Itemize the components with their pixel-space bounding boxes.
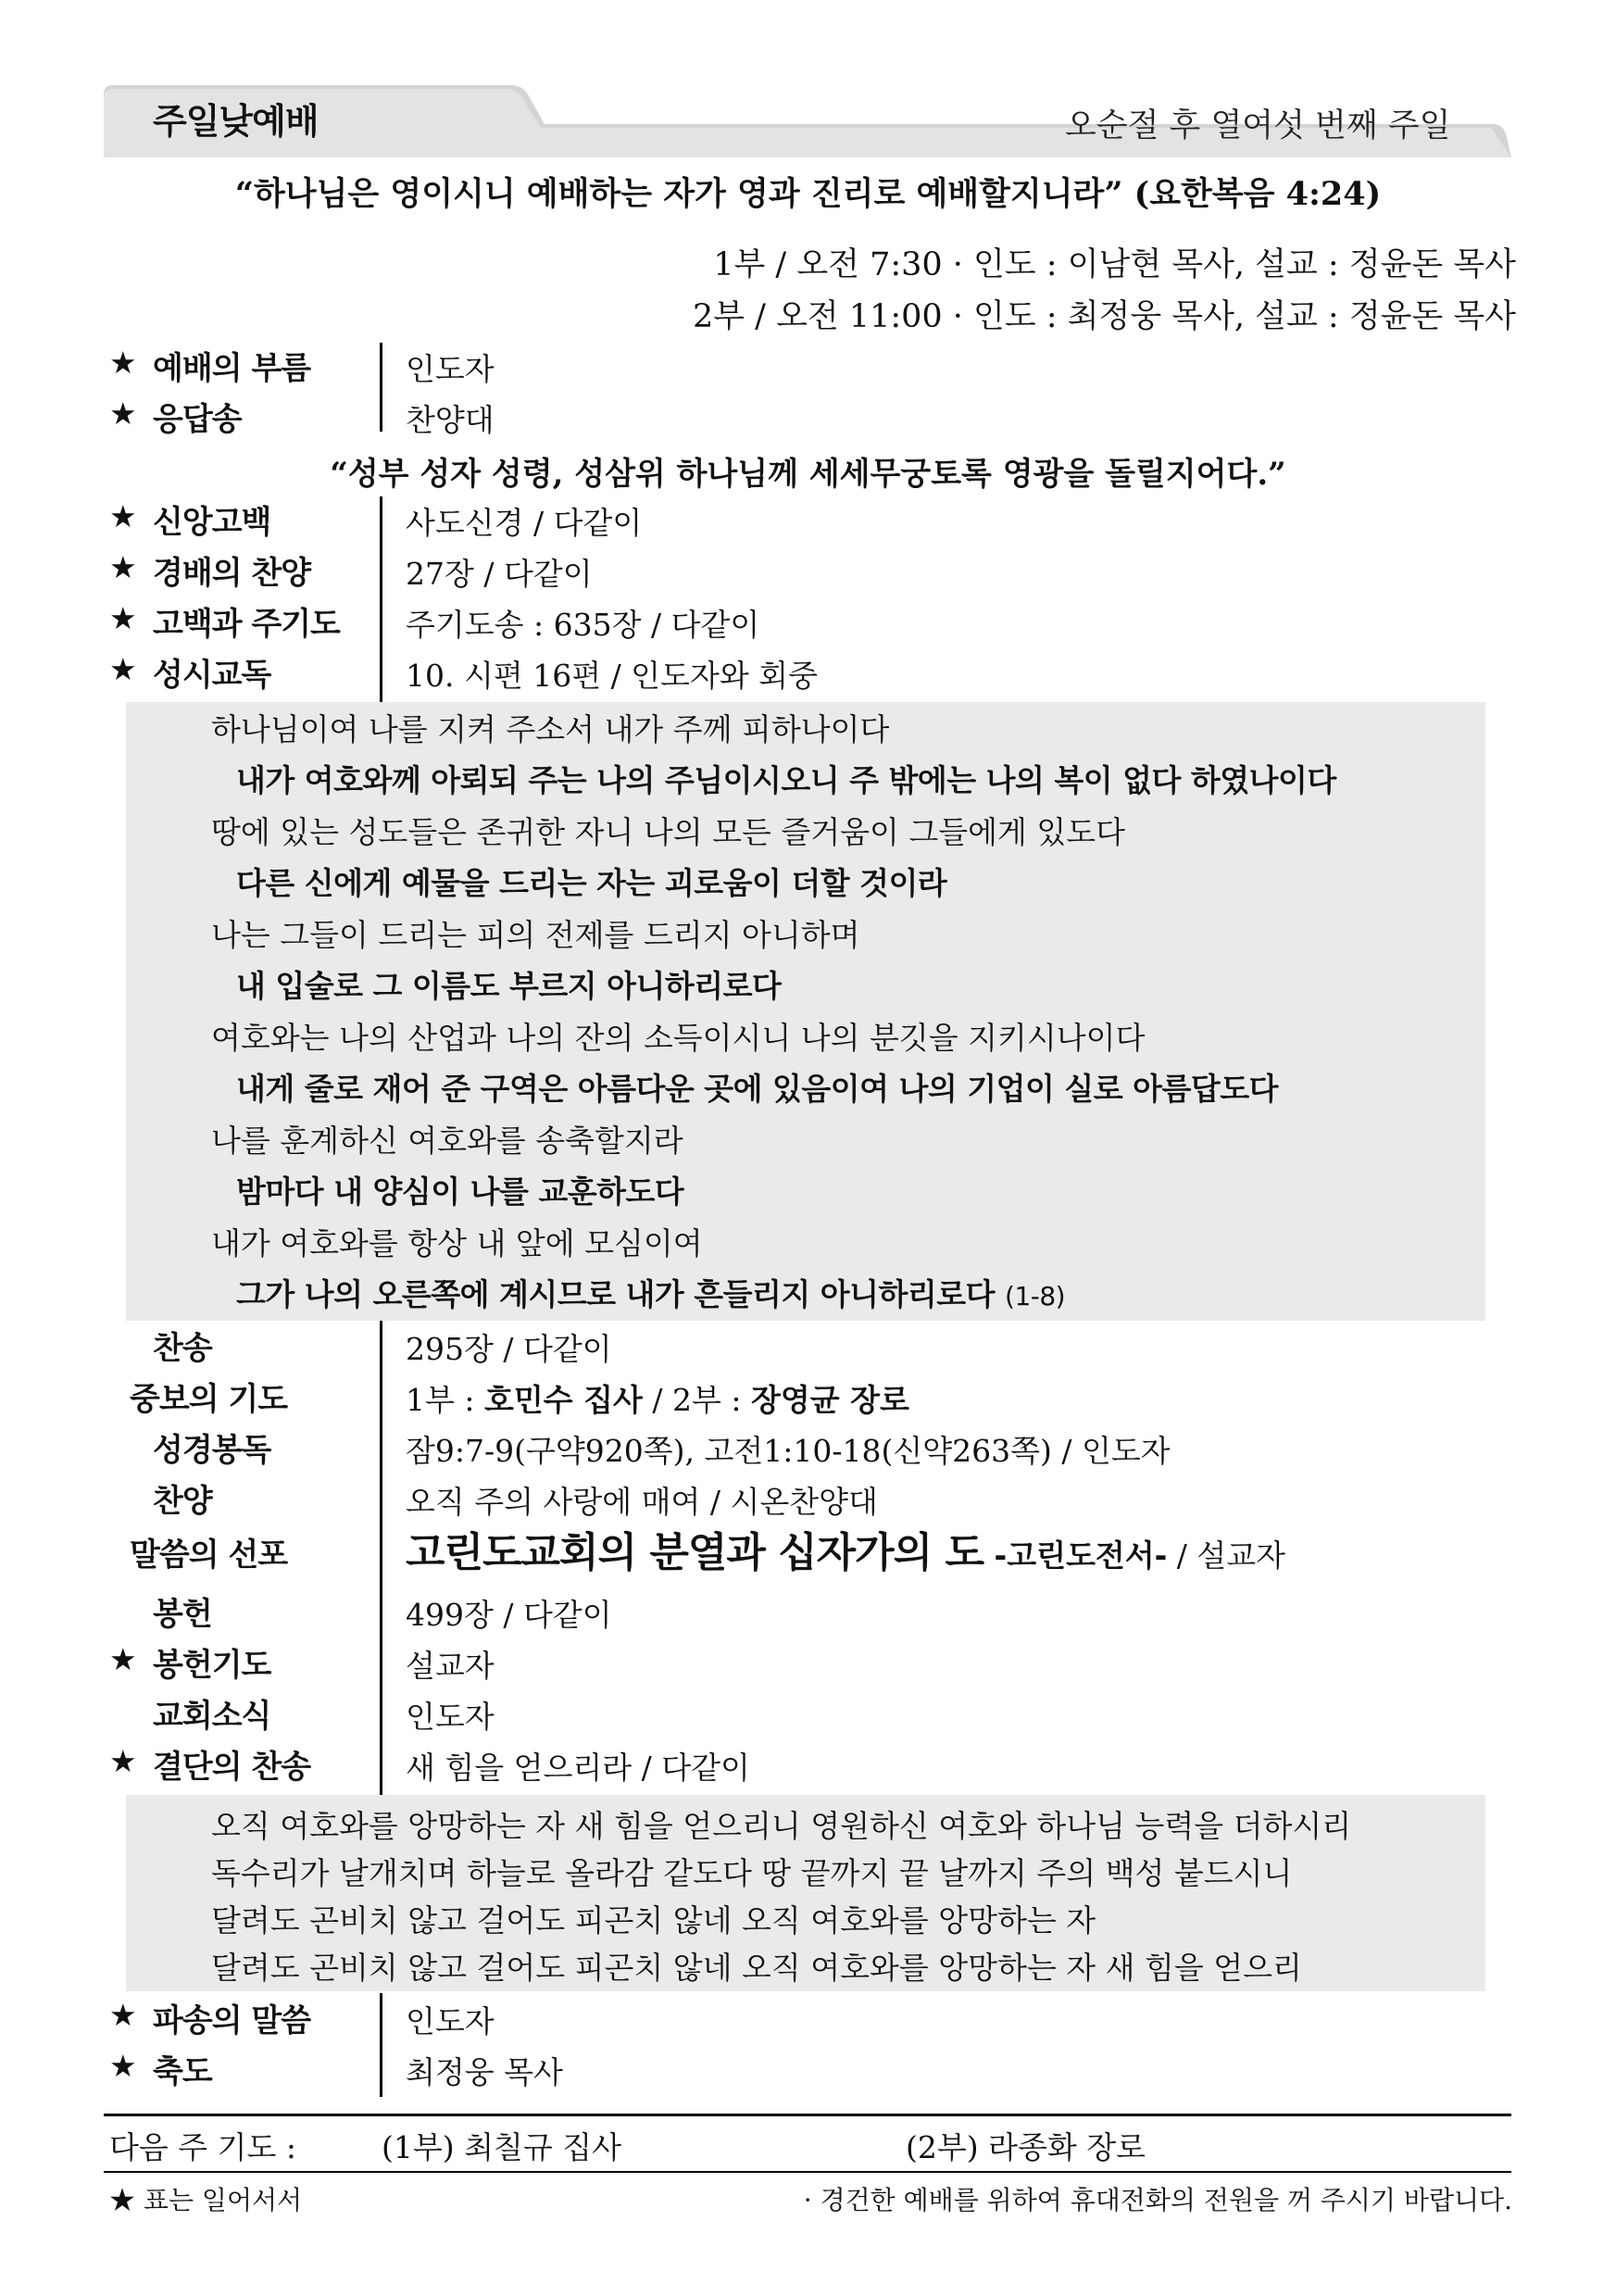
divider-line: [380, 1993, 382, 2097]
item-value-benediction: 최정웅 목사: [406, 2054, 563, 2090]
reading-congregation-line: 다른 신에게 예물을 드리는 자는 괴로움이 더할 것이라: [236, 865, 947, 901]
sermon-title: 고린도교회의 분열과 십자가의 도: [406, 1529, 984, 1576]
item-label-anthem: 찬양: [153, 1483, 212, 1520]
prayer-second-prefix: / 2부 :: [642, 1382, 751, 1418]
standing-star-icon: ★: [109, 395, 137, 432]
sermon-book: -고린도전서-: [983, 1537, 1168, 1574]
standing-star-icon: ★: [109, 1743, 137, 1779]
lyrics-line: 독수리가 날개치며 하늘로 올라감 같도다 땅 끝까지 끝 날까지 주의 백성 붙드시니: [211, 1855, 1293, 1891]
item-label-responsive-reading: 성시교독: [153, 657, 271, 694]
item-label-benediction: 축도: [153, 2053, 212, 2090]
standing-star-icon: ★: [109, 549, 137, 585]
reading-leader-line: 내가 여호와를 항상 내 앞에 모심이여: [211, 1225, 703, 1261]
item-value-praise: 27장 / 다같이: [406, 556, 593, 592]
reading-last-line: 그가 나의 오른쪽에 계시므로 내가 흔들리지 아니하리로다: [236, 1276, 996, 1312]
item-label-praise: 경배의 찬양: [153, 555, 311, 592]
reading-leader-line: 땅에 있는 성도들은 존귀한 자니 나의 모든 즐거움이 그들에게 있도다: [211, 814, 1125, 850]
reading-leader-line: 나를 훈계하신 여호와를 송축할지라: [211, 1123, 683, 1159]
reading-congregation-line: [236, 1271, 1065, 1314]
item-value-response: 찬양대: [406, 402, 495, 438]
item-label-confession: 고백과 주기도: [153, 606, 340, 643]
reading-congregation-line: 밤마다 내 양심이 나를 교훈하도다: [236, 1173, 684, 1210]
reading-reference: (1-8): [1005, 1281, 1066, 1311]
item-value-hymn: 295장 / 다같이: [406, 1331, 612, 1367]
lyrics-line: 오직 여호와를 앙망하는 자 새 힘을 얻으리니 영원하신 여호와 하나님 능력을 더하시리: [211, 1808, 1352, 1844]
standing-star-icon: ★: [109, 498, 137, 534]
service-second: 2부 / 오전 11:00 · 인도 : 최정웅 목사, 설교 : 정윤돈 목사: [692, 298, 1516, 335]
standing-star-icon: ★: [109, 1641, 137, 1677]
next-week-prayer-label: 다음 주 기도 :: [109, 2129, 296, 2165]
lyrics-line: 달려도 곤비치 않고 걸어도 피곤치 않네 오직 여호와를 앙망하는 자: [211, 1902, 1096, 1938]
reading-leader-line: 하나님이여 나를 지켜 주소서 내가 주께 피하나이다: [211, 711, 890, 747]
item-label-offering: 봉헌: [153, 1596, 212, 1633]
phone-notice: · 경건한 예배를 위하여 휴대전화의 전원을 꺼 주시기 바랍니다.: [803, 2185, 1512, 2215]
item-label-announcements: 교회소식: [153, 1698, 271, 1735]
theme-verse: “하나님은 영이시니 예배하는 자가 영과 진리로 예배할지니라” (요한복음 4:24): [234, 175, 1382, 213]
item-label-creed: 신앙고백: [153, 504, 271, 541]
standing-star-icon: ★: [109, 600, 137, 636]
item-value-call-to-worship: 인도자: [406, 351, 495, 387]
sermon-preacher: / 설교자: [1167, 1537, 1286, 1574]
item-value-sending: 인도자: [406, 2003, 495, 2039]
lyrics-line: 달려도 곤비치 않고 걸어도 피곤치 않네 오직 여호와를 앙망하는 자 새 힘을 얻으리: [211, 1950, 1302, 1986]
item-value-intercession: [406, 1376, 909, 1420]
item-label-sending: 파송의 말씀: [153, 2002, 311, 2039]
standing-star-icon: ★: [109, 345, 137, 381]
item-label-scripture: 성경봉독: [153, 1432, 271, 1469]
divider-line: [380, 343, 382, 432]
next-week-prayer-second: (2부) 라종화 장로: [906, 2129, 1146, 2165]
doxology-text: “성부 성자 성령, 성삼위 하나님께 세세무궁토록 영광을 돌릴지어다.”: [330, 456, 1286, 493]
reading-leader-line: 여호와는 나의 산업과 나의 잔의 소득이시니 나의 분깃을 지키시나이다: [211, 1020, 1146, 1056]
item-value-closing-hymn: 새 힘을 얻으리라 / 다같이: [406, 1750, 750, 1786]
reading-leader-line: 나는 그들이 드리는 피의 전제를 드리지 아니하며: [211, 917, 860, 953]
item-value-announcements: 인도자: [406, 1699, 495, 1735]
liturgical-week: 오순절 후 열여섯 번째 주일: [1065, 107, 1451, 144]
prayer-first-name: 호민수 집사: [483, 1382, 643, 1418]
item-value-sermon: [406, 1519, 1285, 1578]
prayer-first-prefix: 1부 :: [406, 1382, 484, 1418]
item-label-response: 응답송: [153, 401, 242, 438]
item-label-call-to-worship: 예배의 부름: [153, 350, 311, 387]
reading-congregation-line: 내게 줄로 재어 준 구역은 아름다운 곳에 있음이여 나의 기업이 실로 아름답도다: [236, 1071, 1278, 1107]
item-label-intercession: 중보의 기도: [130, 1381, 288, 1418]
service-first: 1부 / 오전 7:30 · 인도 : 이남현 목사, 설교 : 정윤돈 목사: [713, 246, 1516, 283]
item-label-sermon: 말씀의 선포: [130, 1537, 288, 1574]
item-label-offering-prayer: 봉헌기도: [153, 1647, 271, 1684]
divider-line: [380, 1321, 382, 1810]
standing-star-icon: ★: [109, 2048, 137, 2084]
item-label-closing-hymn: 결단의 찬송: [153, 1749, 311, 1786]
item-label-hymn: 찬송: [153, 1330, 212, 1367]
reading-congregation-line: 내가 여호와께 아뢰되 주는 나의 주님이시오니 주 밖에는 나의 복이 없다 하였나이다: [236, 762, 1336, 798]
item-value-creed: 사도신경 / 다같이: [406, 505, 643, 541]
reading-congregation-line: 내 입술로 그 이름도 부르지 아니하리로다: [236, 968, 782, 1004]
prayer-second-name: 장영균 장로: [750, 1382, 909, 1418]
item-value-anthem: 오직 주의 사랑에 매여 / 시온찬양대: [406, 1484, 878, 1520]
standing-star-icon: ★: [109, 651, 137, 687]
footer-rule-top: [104, 2114, 1511, 2116]
item-value-responsive-reading: 10. 시편 16편 / 인도자와 회중: [406, 658, 818, 694]
footer-rule-bottom: [104, 2171, 1511, 2173]
divider-line: [380, 496, 382, 702]
standing-star-icon: ★: [109, 1997, 137, 2033]
item-value-offering-prayer: 설교자: [406, 1648, 495, 1684]
next-week-prayer-first: (1부) 최칠규 집사: [382, 2129, 621, 2165]
page-title: 주일낮예배: [153, 101, 319, 142]
standing-note: ★ 표는 일어서서: [109, 2185, 303, 2215]
item-value-confession: 주기도송 : 635장 / 다같이: [406, 607, 760, 643]
item-value-offering: 499장 / 다같이: [406, 1597, 612, 1633]
item-value-scripture: 잠9:7-9(구약920쪽), 고전1:10-18(신약263쪽) / 인도자: [406, 1433, 1171, 1469]
